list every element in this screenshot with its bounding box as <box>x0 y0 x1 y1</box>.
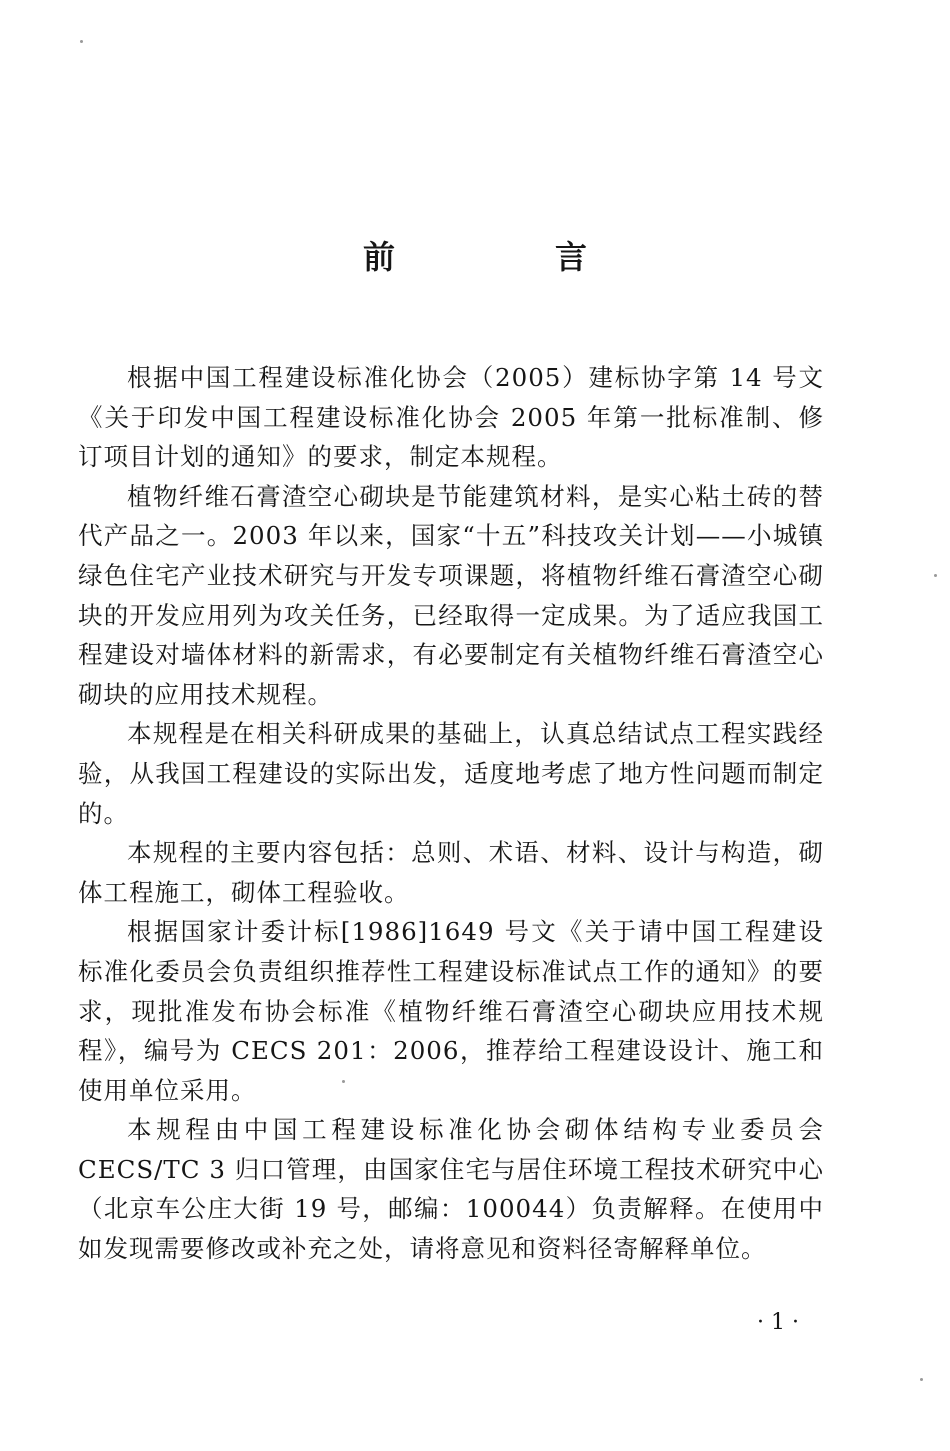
preface-body <box>78 358 824 1269</box>
scan-speck <box>80 40 83 43</box>
page-title: 前 言 <box>362 238 651 276</box>
paragraph-2: 植物纤维石膏渣空心砌块是节能建筑材料，是实心粘土砖的替代产品之一。2003 年以来，国家“十五”科技攻关计划——小城镇绿色住宅产业技术研究与开发专项课题，将植物纤维石膏渣空心砌块的开发应用列为攻关任务，已经取得一定成果。为了适应我国工程建设对墙体材料的新需求，有必要制定有关植物纤维石膏渣空心砌块的应用技术规程。 <box>78 481 824 709</box>
scan-speck <box>342 1080 345 1083</box>
paragraph-5: 根据国家计委计标[1986]1649 号文《关于请中国工程建设标准化委员会负责组织推荐性工程建设标准试点工作的通知》的要求，现批准发布协会标准《植物纤维石膏渣空心砌块应用技术规程》，编号为 CECS 201：2006，推荐给工程建设设计、施工和使用单位采用。 <box>78 917 824 1105</box>
paragraph-4: 本规程的主要内容包括：总则、术语、材料、设计与构造，砌体工程施工，砌体工程验收。 <box>78 838 824 907</box>
scan-speck <box>934 574 937 577</box>
page-number: · 1 · <box>757 1310 799 1335</box>
paragraph-6: 本规程由中国工程建设标准化协会砌体结构专业委员会 CECS/TC 3 归口管理，由国家住宅与居住环境工程技术研究中心（北京车公庄大街 19 号，邮编：100044）负责解释。在使用中如发现需要修改或补充之处，请将意见和资料径寄解释单位。 <box>78 1115 824 1264</box>
paragraph-1: 根据中国工程建设标准化协会（2005）建标协字第 14 号文《关于印发中国工程建设标准化协会 2005 年第一批标准制、修订项目计划的通知》的要求，制定本规程。 <box>78 363 824 472</box>
scan-speck <box>920 1378 923 1381</box>
paragraph-3: 本规程是在相关科研成果的基础上，认真总结试点工程实践经验，从我国工程建设的实际出发，适度地考虑了地方性问题而制定的。 <box>78 719 824 828</box>
